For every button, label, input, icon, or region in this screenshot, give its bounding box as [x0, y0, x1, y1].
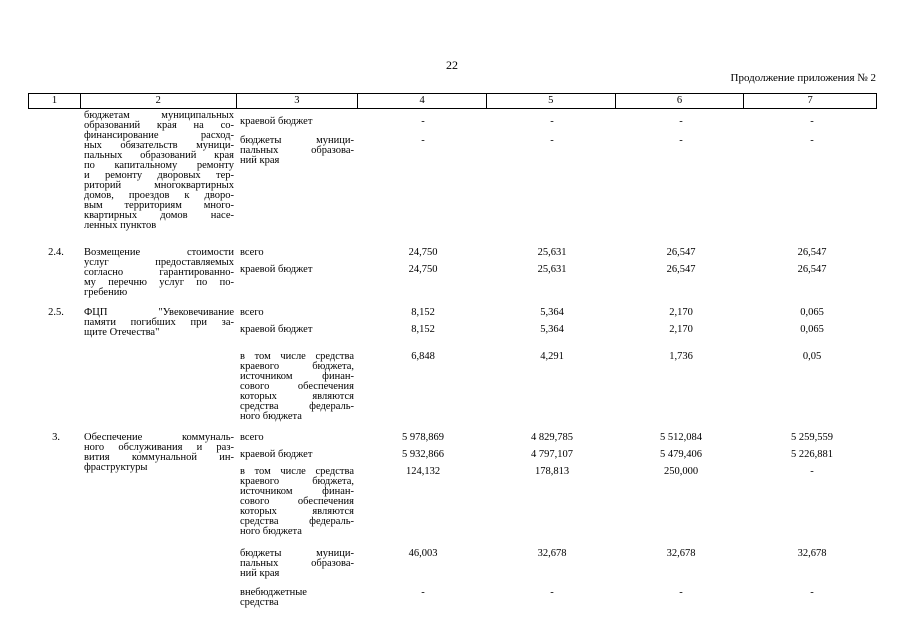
source-label: краевого бюджета, — [240, 361, 354, 372]
desc-line: щите Отечества" — [84, 327, 160, 338]
value-cell: 24,750 — [408, 247, 438, 258]
value-cell: - — [421, 587, 425, 598]
value-cell: - — [421, 116, 425, 127]
source-label: которых являются — [240, 391, 354, 402]
page-number: 22 — [446, 58, 458, 72]
source-label: краевого бюджета, — [240, 476, 354, 487]
source-label: краевой бюджет — [240, 449, 313, 460]
header-cell: 6 — [616, 94, 745, 108]
desc-line: ленных пунктов — [84, 220, 157, 231]
value-cell: 5 259,559 — [791, 432, 833, 443]
desc-line: ного обслуживания и раз- — [84, 442, 234, 453]
desc-line: риторий многоквартирных — [84, 180, 234, 191]
value-cell: 5 978,869 — [402, 432, 444, 443]
source-label: бюджеты муници- — [240, 548, 354, 559]
source-label: краевой бюджет — [240, 264, 313, 275]
value-cell: 5 512,084 — [660, 432, 702, 443]
source-label: средства — [240, 597, 279, 608]
header-cell: 1 — [29, 94, 81, 108]
value-cell: 25,631 — [537, 247, 567, 258]
desc-line: ФЦП "Увековечивание — [84, 307, 234, 318]
value-cell: 5 226,881 — [791, 449, 833, 460]
value-cell: - — [810, 116, 814, 127]
value-cell: 5 479,406 — [660, 449, 702, 460]
value-cell: 5 932,866 — [402, 449, 444, 460]
source-label: всего — [240, 307, 264, 318]
source-label: в том числе средства — [240, 351, 354, 362]
desc-line: ных обязательств муници- — [84, 140, 234, 151]
value-cell: - — [679, 587, 683, 598]
value-cell: 26,547 — [797, 264, 827, 275]
desc-line: вым территориям много- — [84, 200, 234, 211]
desc-line: финансирование расход- — [84, 130, 234, 141]
desc-line: му перечню услуг по по- — [84, 277, 234, 288]
source-label: источником финан- — [240, 371, 354, 382]
source-label: всего — [240, 247, 264, 258]
continuation-caption: Продолжение приложения № 2 — [730, 72, 876, 84]
value-cell: - — [810, 587, 814, 598]
source-label: пальных образова- — [240, 145, 354, 156]
desc-line: образований края на со- — [84, 120, 234, 131]
value-cell: 32,678 — [666, 548, 696, 559]
value-cell: 4,291 — [540, 351, 564, 362]
value-cell: 0,05 — [802, 351, 822, 362]
value-cell: 8,152 — [411, 324, 435, 335]
value-cell: 25,631 — [537, 264, 567, 275]
value-cell: 26,547 — [666, 247, 696, 258]
value-cell: 178,813 — [534, 466, 570, 477]
value-cell: 2,170 — [669, 307, 693, 318]
desc-line: Возмещение стоимости — [84, 247, 234, 258]
value-cell: 46,003 — [408, 548, 438, 559]
value-cell: 5,364 — [540, 307, 564, 318]
desc-line: пальных образований края — [84, 150, 234, 161]
desc-line: Обеспечение коммуналь- — [84, 432, 234, 443]
header-cell: 5 — [487, 94, 616, 108]
value-cell: 0,065 — [800, 324, 824, 335]
desc-line: по капитальному ремонту — [84, 160, 234, 171]
header-cell: 3 — [237, 94, 359, 108]
source-label: бюджеты муници- — [240, 135, 354, 146]
source-label: сового обеспечения — [240, 381, 354, 392]
source-label: которых являются — [240, 506, 354, 517]
source-label: средства федераль- — [240, 401, 354, 412]
source-label: сового обеспечения — [240, 496, 354, 507]
desc-line: и ремонту дворовых тер- — [84, 170, 234, 181]
source-label: ний края — [240, 568, 280, 579]
desc-line: согласно гарантированно- — [84, 267, 234, 278]
value-cell: - — [421, 135, 425, 146]
value-cell: 26,547 — [797, 247, 827, 258]
value-cell: - — [810, 135, 814, 146]
section-number: 3. — [52, 432, 60, 443]
value-cell: 8,152 — [411, 307, 435, 318]
value-cell: 26,547 — [666, 264, 696, 275]
desc-line: домов, проездов к дворо- — [84, 190, 234, 201]
value-cell: - — [810, 466, 814, 477]
header-cell: 2 — [81, 94, 237, 108]
value-cell: - — [550, 116, 554, 127]
value-cell: 124,132 — [405, 466, 441, 477]
desc-line: услуг предоставляемых — [84, 257, 234, 268]
value-cell: 32,678 — [537, 548, 567, 559]
value-cell: 1,736 — [669, 351, 693, 362]
value-cell: 2,170 — [669, 324, 693, 335]
desc-line: фраструктуры — [84, 462, 148, 473]
value-cell: 4 829,785 — [531, 432, 573, 443]
value-cell: 6,848 — [411, 351, 435, 362]
source-label: всего — [240, 432, 264, 443]
desc-line: бюджетам муниципальных — [84, 110, 234, 121]
desc-line: гребению — [84, 287, 128, 298]
section-number: 2.4. — [48, 247, 64, 258]
source-label: ний края — [240, 155, 280, 166]
section-number: 2.5. — [48, 307, 64, 318]
value-cell: 0,065 — [800, 307, 824, 318]
value-cell: - — [550, 587, 554, 598]
source-label: краевой бюджет — [240, 116, 313, 127]
value-cell: 4 797,107 — [531, 449, 573, 460]
value-cell: - — [679, 135, 683, 146]
source-label: краевой бюджет — [240, 324, 313, 335]
value-cell: - — [679, 116, 683, 127]
header-cell: 4 — [358, 94, 487, 108]
desc-line: вития коммунальной ин- — [84, 452, 234, 463]
source-label: ного бюджета — [240, 526, 302, 537]
source-label: ного бюджета — [240, 411, 302, 422]
desc-line: квартирных домов насе- — [84, 210, 234, 221]
source-label: источником финан- — [240, 486, 354, 497]
value-cell: 24,750 — [408, 264, 438, 275]
value-cell: 32,678 — [797, 548, 827, 559]
source-label: пальных образова- — [240, 558, 354, 569]
desc-line: памяти погибших при за- — [84, 317, 234, 328]
source-label: средства федераль- — [240, 516, 354, 527]
value-cell: 5,364 — [540, 324, 564, 335]
value-cell: - — [550, 135, 554, 146]
source-label: внебюджетные — [240, 587, 307, 598]
table-header — [28, 93, 877, 109]
header-cell: 7 — [807, 95, 813, 106]
value-cell: 250,000 — [663, 466, 699, 477]
source-label: в том числе средства — [240, 466, 354, 477]
